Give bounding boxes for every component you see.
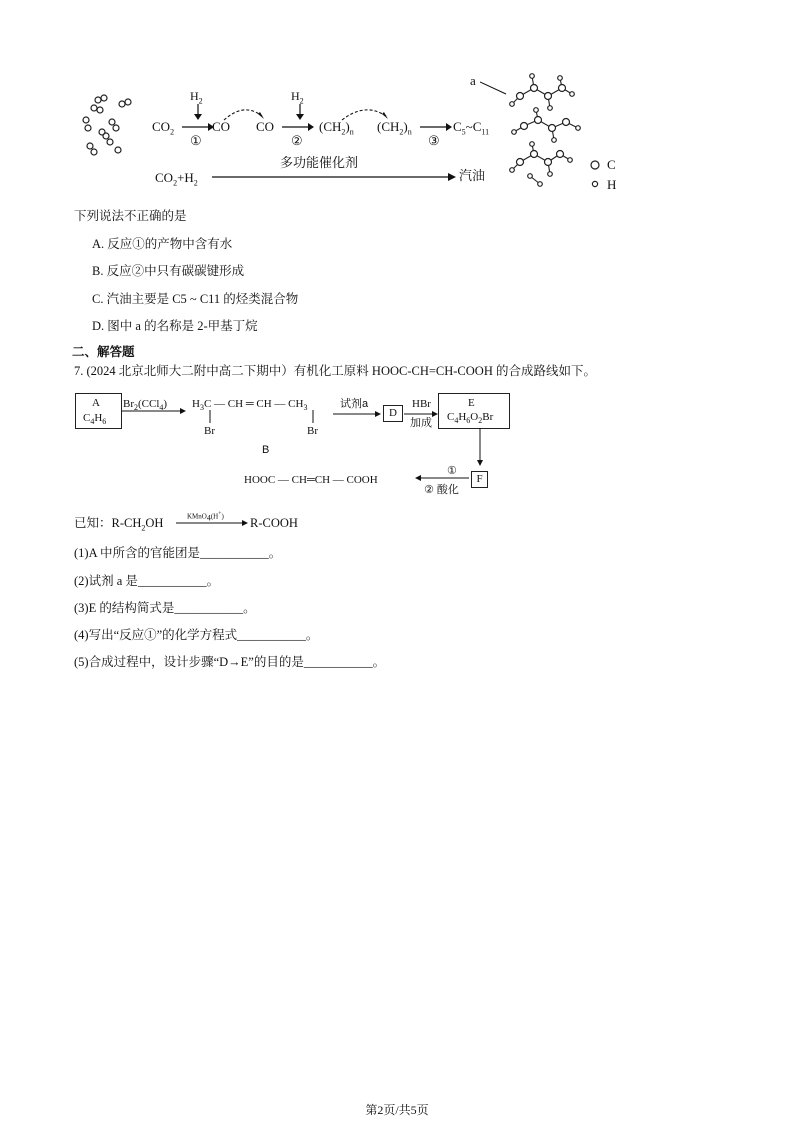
reagent-br2: $Br_2(CCl_4)$ <box>123 398 168 413</box>
hydrocarbon-molecules-illustration <box>500 66 590 196</box>
co2-label: $CO_2$ <box>152 119 175 137</box>
overall-arrow <box>212 170 456 184</box>
q7-sub-3: (3)E 的结构简式是___________。 <box>74 601 256 615</box>
arrow-a-b <box>122 406 186 416</box>
e-formula: $C_4H_6O_2Br$ <box>447 411 494 426</box>
ch2n-label-2: $(CH_2)_n$ <box>377 119 412 137</box>
step-2-acidify: ② 酸化 <box>424 484 459 496</box>
e-label: E <box>468 397 475 409</box>
final-product: HOOC — CH═CH — COOH <box>244 474 378 486</box>
b-structure: $H_3C$ — CH ═ CH — $CH_3$ <box>192 398 308 413</box>
known-arrow <box>176 518 248 528</box>
arrow-2 <box>282 120 314 134</box>
q6-stem: 下列说法不正确的是 <box>74 209 187 223</box>
down-arrow-2 <box>295 104 305 120</box>
section-title: 二、解答题 <box>72 345 135 359</box>
d-box: D <box>383 405 403 422</box>
arrow-b-d <box>333 409 381 419</box>
b-label: B <box>262 444 270 456</box>
page-footer: 第2页/共5页 <box>365 1103 429 1117</box>
co2-molecules-illustration <box>78 92 138 162</box>
arrow-e-f <box>475 428 485 468</box>
q7-sub-5: (5)合成过程中，设计步骤“D→E”的目的是___________。 <box>74 655 386 669</box>
arrow-1 <box>182 120 214 134</box>
ch2n-label-1: $(CH_2)_n$ <box>319 119 354 137</box>
arrow-3 <box>420 120 452 134</box>
c5-c11-label: $C_5\sim C_{11}$ <box>453 119 490 137</box>
known-prefix: 已知：$R-CH_2OH$ <box>74 516 164 533</box>
q7-sub-2: (2)试剂 a 是___________。 <box>74 574 220 588</box>
catalyst-label: 多功能催化剂 <box>280 155 359 170</box>
a-formula: $C_4H_6$ <box>83 412 107 427</box>
legend-carbon-label: C <box>607 157 616 172</box>
b-br-1: Br <box>204 425 215 437</box>
q7-sub-1: (1)A 中所含的官能团是___________。 <box>74 546 282 560</box>
down-arrow-1 <box>193 104 203 120</box>
q6-option-d: D. 图中 a 的名称是 2-甲基丁烷 <box>92 319 258 333</box>
q6-option-b: B. 反应②中只有碳碳键形成 <box>92 264 245 278</box>
q7-sub-4: (4)写出“反应①”的化学方程式___________。 <box>74 628 319 642</box>
label-a: a <box>470 73 476 88</box>
known-reagent: KMnO$_4$(H+) <box>187 511 224 523</box>
step-2-label: ② <box>291 133 303 148</box>
addition-label: 加成 <box>410 417 432 429</box>
gasoline-label: 汽油 <box>459 168 486 183</box>
step-1-label: ① <box>190 133 202 148</box>
q7-stem: 7. (2024 北京北师大二附中高二下期中）有机化工原料 HOOC-CH=CH-COOH 的合成路线如下。 <box>74 364 596 378</box>
b-br-2: Br <box>307 425 318 437</box>
legend-hydrogen-icon <box>590 179 600 189</box>
q6-option-c: C. 汽油主要是 C5 ~ C11 的烃类混合物 <box>92 292 299 306</box>
q6-option-a: A. 反应①的产物中含有水 <box>92 237 233 251</box>
known-product: R-COOH <box>250 516 298 530</box>
co-label-1: CO <box>212 119 231 134</box>
overall-reactants: $CO_2+H_2$ <box>155 170 198 188</box>
reagent-a-label: 试剂a <box>340 398 369 410</box>
h2-label-1: $H_2$ <box>190 89 203 106</box>
legend-hydrogen-label: H <box>607 177 617 192</box>
f-box: F <box>471 471 488 488</box>
co-label-2: CO <box>256 119 275 134</box>
hbr-label: HBr <box>412 398 431 410</box>
step-1-label-scheme: ① <box>447 465 457 477</box>
legend-carbon-icon <box>589 159 601 171</box>
h2-label-2: $H_2$ <box>291 89 304 106</box>
a-label: A <box>92 397 100 409</box>
step-3-label: ③ <box>428 133 440 148</box>
